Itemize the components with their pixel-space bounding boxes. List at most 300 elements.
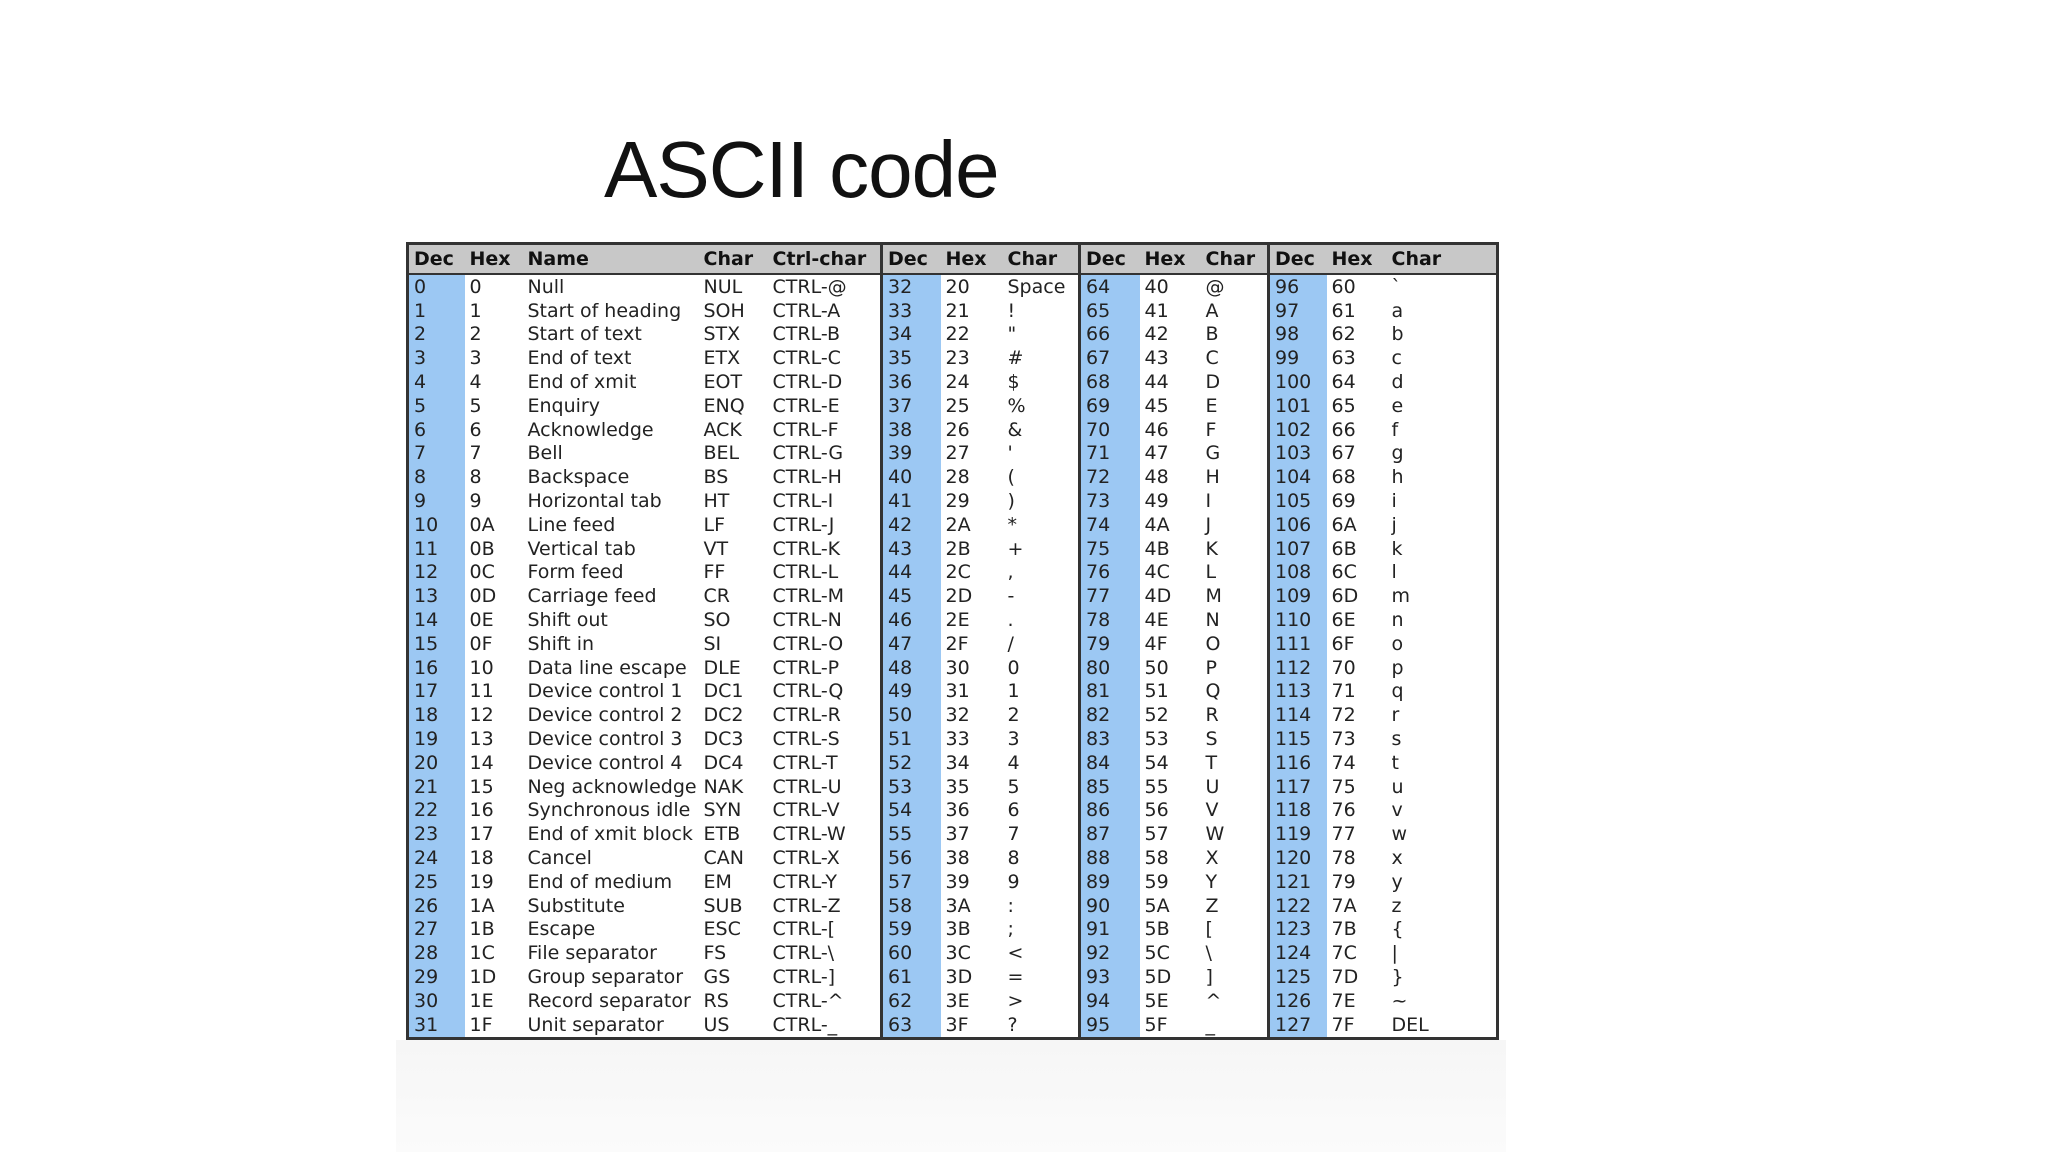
table-header	[408, 244, 1498, 275]
cell-hex: 6E	[1331, 609, 1356, 632]
cell-dec: 0	[408, 274, 465, 299]
cell-char: SYN	[703, 799, 742, 822]
cell-dec: 125	[1269, 965, 1327, 989]
cell-char: u	[1391, 775, 1404, 798]
cell-char: d	[1391, 371, 1404, 394]
cell-hex: 34	[945, 751, 970, 774]
cell-dec: 96	[1269, 274, 1327, 299]
cell-hex: 18	[469, 847, 494, 870]
cell-dec: 126	[1269, 989, 1327, 1013]
cell-hex: 2E	[945, 609, 970, 632]
cell-hex: 2	[469, 323, 482, 346]
table-row	[408, 751, 1498, 775]
cell-dec: 34	[882, 323, 941, 347]
cell-char: ]	[1205, 966, 1213, 988]
table-row	[408, 323, 1498, 347]
cell-char: S	[1205, 728, 1218, 751]
cell-dec: 13	[408, 584, 465, 608]
cell-hex: 6A	[1331, 513, 1357, 536]
cell-hex: 76	[1331, 799, 1356, 822]
header-char: Char	[1003, 244, 1080, 275]
cell-char: .	[1007, 609, 1014, 632]
cell-char: F	[1205, 418, 1217, 441]
cell-name: Horizontal tab	[527, 490, 662, 513]
cell-dec: 83	[1080, 727, 1140, 751]
cell-name: Escape	[527, 918, 596, 941]
cell-hex: 61	[1331, 299, 1356, 322]
cell-hex: 41	[1144, 299, 1169, 322]
cell-char: FF	[703, 561, 726, 584]
cell-char: )	[1007, 490, 1015, 513]
cell-name: Shift out	[527, 609, 608, 632]
cell-char: DC4	[703, 751, 744, 774]
cell-name: Line feed	[527, 513, 616, 536]
cell-dec: 101	[1269, 394, 1327, 418]
cell-hex: 1A	[469, 894, 495, 917]
cell-char: -	[1007, 585, 1015, 608]
table-row	[408, 680, 1498, 704]
cell-ctrl-char: CTRL-Z	[772, 894, 841, 917]
cell-char: 3	[1007, 728, 1020, 751]
cell-ctrl-char: CTRL-I	[772, 490, 834, 513]
cell-hex: 0	[469, 275, 482, 298]
cell-dec: 66	[1080, 323, 1140, 347]
cell-char: |	[1391, 942, 1398, 965]
cell-hex: 11	[469, 680, 494, 703]
cell-hex: 19	[469, 870, 494, 893]
cell-hex: 53	[1144, 728, 1169, 751]
cell-char: r	[1391, 704, 1400, 727]
cell-hex: 20	[945, 275, 970, 298]
cell-hex: 56	[1144, 799, 1169, 822]
cell-char: V	[1205, 799, 1219, 822]
cell-char: P	[1205, 656, 1217, 679]
cell-name: Form feed	[527, 561, 624, 584]
cell-hex: 7	[469, 442, 482, 465]
cell-dec: 67	[1080, 346, 1140, 370]
cell-hex: 13	[469, 728, 494, 751]
cell-ctrl-char: CTRL-@	[772, 275, 847, 298]
cell-dec: 63	[882, 1013, 941, 1038]
cell-char: <	[1007, 942, 1024, 965]
cell-ctrl-char: CTRL-K	[772, 537, 841, 560]
cell-hex: 4A	[1144, 513, 1170, 536]
cell-dec: 33	[882, 299, 941, 323]
cell-dec: 43	[882, 537, 941, 561]
cell-hex: 38	[945, 847, 970, 870]
table-row	[408, 894, 1498, 918]
cell-char: f	[1391, 418, 1399, 441]
cell-char: s	[1391, 728, 1402, 751]
cell-char: 7	[1007, 823, 1020, 846]
cell-name: End of text	[527, 347, 632, 370]
cell-ctrl-char: CTRL-G	[772, 442, 844, 465]
cell-hex: 0D	[469, 585, 497, 608]
cell-dec: 17	[408, 680, 465, 704]
cell-ctrl-char: CTRL-S	[772, 728, 840, 751]
cell-dec: 59	[882, 918, 941, 942]
cell-hex: 1F	[469, 1013, 493, 1036]
cell-char: O	[1205, 632, 1221, 655]
cell-char: 4	[1007, 751, 1020, 774]
table-row	[408, 918, 1498, 942]
cell-hex: 3D	[945, 966, 973, 988]
cell-char: ,	[1007, 561, 1014, 584]
cell-name: Start of text	[527, 323, 642, 346]
cell-char: C	[1205, 347, 1219, 370]
cell-dec: 100	[1269, 370, 1327, 394]
cell-hex: 78	[1331, 847, 1356, 870]
cell-char: SI	[703, 632, 722, 655]
cell-hex: 7D	[1331, 966, 1359, 988]
cell-char: DEL	[1391, 1013, 1429, 1036]
cell-dec: 82	[1080, 703, 1140, 727]
cell-char: j	[1391, 513, 1397, 536]
cell-char: 6	[1007, 799, 1020, 822]
cell-hex: 3B	[945, 918, 971, 941]
cell-dec: 15	[408, 632, 465, 656]
cell-dec: 104	[1269, 465, 1327, 489]
header-hex: Hex	[465, 244, 523, 275]
cell-dec: 111	[1269, 632, 1327, 656]
cell-dec: 39	[882, 442, 941, 466]
cell-dec: 54	[882, 799, 941, 823]
cell-hex: 5D	[1144, 966, 1172, 988]
cell-char: ?	[1007, 1013, 1018, 1036]
table-row	[408, 703, 1498, 727]
table-row	[408, 513, 1498, 537]
cell-dec: 24	[408, 846, 465, 870]
cell-hex: 35	[945, 775, 970, 798]
cell-dec: 112	[1269, 656, 1327, 680]
cell-name: Null	[527, 275, 565, 298]
cell-char: BS	[703, 466, 729, 489]
cell-char: 1	[1007, 680, 1020, 703]
cell-char: g	[1391, 442, 1404, 465]
cell-hex: 22	[945, 323, 970, 346]
cell-dec: 10	[408, 513, 465, 537]
cell-hex: 75	[1331, 775, 1356, 798]
cell-char: EM	[703, 870, 732, 893]
cell-char: DC3	[703, 728, 744, 751]
cell-dec: 95	[1080, 1013, 1140, 1038]
cell-dec: 90	[1080, 894, 1140, 918]
cell-hex: 5A	[1144, 894, 1170, 917]
cell-hex: 4D	[1144, 585, 1172, 608]
table-row	[408, 989, 1498, 1013]
ascii-table	[406, 242, 1499, 1040]
cell-hex: 60	[1331, 275, 1356, 298]
cell-name: Device control 4	[527, 751, 683, 774]
cell-dec: 58	[882, 894, 941, 918]
cell-hex: 0A	[469, 513, 495, 536]
cell-name: Substitute	[527, 894, 625, 917]
cell-hex: 7F	[1331, 1013, 1355, 1036]
cell-hex: 7C	[1331, 942, 1357, 965]
cell-hex: 55	[1144, 775, 1169, 798]
cell-dec: 94	[1080, 989, 1140, 1013]
cell-char: T	[1205, 751, 1218, 774]
cell-char: h	[1391, 466, 1404, 489]
cell-hex: 5	[469, 394, 482, 417]
cell-hex: 42	[1144, 323, 1169, 346]
cell-dec: 108	[1269, 561, 1327, 585]
cell-dec: 79	[1080, 632, 1140, 656]
cell-hex: 4F	[1144, 632, 1168, 655]
cell-hex: 74	[1331, 751, 1356, 774]
cell-dec: 5	[408, 394, 465, 418]
cell-hex: 2C	[945, 561, 971, 584]
cell-dec: 35	[882, 346, 941, 370]
cell-dec: 105	[1269, 489, 1327, 513]
cell-dec: 77	[1080, 584, 1140, 608]
cell-char: q	[1391, 680, 1404, 703]
cell-char: z	[1391, 894, 1402, 917]
cell-hex: 5C	[1144, 942, 1170, 965]
cell-dec: 93	[1080, 965, 1140, 989]
cell-char: :	[1007, 894, 1014, 917]
header-hex: Hex	[1140, 244, 1201, 275]
cell-char: US	[703, 1013, 730, 1036]
cell-hex: 50	[1144, 656, 1169, 679]
cell-hex: 3E	[945, 989, 970, 1012]
cell-hex: 1E	[469, 989, 494, 1012]
cell-dec: 55	[882, 822, 941, 846]
cell-dec: 27	[408, 918, 465, 942]
cell-dec: 89	[1080, 870, 1140, 894]
cell-hex: 2A	[945, 513, 971, 536]
cell-dec: 46	[882, 608, 941, 632]
table-row	[408, 346, 1498, 370]
cell-char: Z	[1205, 894, 1219, 917]
cell-hex: 6F	[1331, 632, 1355, 655]
cell-char: 8	[1007, 847, 1020, 870]
cell-char: EOT	[703, 371, 743, 394]
cell-hex: 0F	[469, 632, 493, 655]
cell-char: 0	[1007, 656, 1020, 679]
cell-hex: 7A	[1331, 894, 1357, 917]
cell-dec: 73	[1080, 489, 1140, 513]
cell-hex: 27	[945, 442, 970, 465]
table-row	[408, 370, 1498, 394]
cell-dec: 9	[408, 489, 465, 513]
cell-dec: 23	[408, 822, 465, 846]
cell-char: `	[1391, 275, 1401, 298]
cell-hex: 1B	[469, 918, 495, 941]
cell-dec: 47	[882, 632, 941, 656]
cell-dec: 29	[408, 965, 465, 989]
cell-dec: 31	[408, 1013, 465, 1038]
cell-char: e	[1391, 394, 1404, 417]
cell-char: }	[1391, 966, 1404, 988]
cell-char: =	[1007, 966, 1024, 988]
background-fade	[396, 1040, 1506, 1152]
cell-dec: 42	[882, 513, 941, 537]
cell-dec: 51	[882, 727, 941, 751]
cell-dec: 11	[408, 537, 465, 561]
cell-ctrl-char: CTRL-N	[772, 609, 842, 632]
cell-name: Synchronous idle	[527, 799, 691, 822]
cell-hex: 1	[469, 299, 482, 322]
table-row	[408, 442, 1498, 466]
cell-dec: 120	[1269, 846, 1327, 870]
table-row	[408, 418, 1498, 442]
cell-char: t	[1391, 751, 1399, 774]
cell-dec: 106	[1269, 513, 1327, 537]
cell-dec: 4	[408, 370, 465, 394]
cell-hex: 14	[469, 751, 494, 774]
cell-hex: 16	[469, 799, 494, 822]
cell-ctrl-char: CTRL-R	[772, 704, 841, 727]
cell-dec: 91	[1080, 918, 1140, 942]
cell-char: SUB	[703, 894, 743, 917]
cell-char: a	[1391, 299, 1404, 322]
cell-char: &	[1007, 418, 1023, 441]
cell-dec: 115	[1269, 727, 1327, 751]
cell-hex: 3F	[945, 1013, 969, 1036]
cell-dec: 45	[882, 584, 941, 608]
cell-hex: 4C	[1144, 561, 1170, 584]
table-row	[408, 965, 1498, 989]
cell-dec: 60	[882, 941, 941, 965]
cell-dec: 52	[882, 751, 941, 775]
cell-hex: 40	[1144, 275, 1169, 298]
cell-name: Carriage feed	[527, 585, 657, 608]
cell-char: L	[1205, 561, 1217, 584]
cell-char: ;	[1007, 918, 1014, 941]
cell-dec: 7	[408, 442, 465, 466]
cell-hex: 1C	[469, 942, 495, 965]
cell-name: End of medium	[527, 870, 673, 893]
cell-char: H	[1205, 466, 1220, 489]
header-hex: Hex	[941, 244, 1003, 275]
cell-name: Enquiry	[527, 394, 600, 417]
cell-dec: 16	[408, 656, 465, 680]
cell-hex: 1D	[469, 966, 497, 988]
cell-hex: 44	[1144, 371, 1169, 394]
table-row	[408, 727, 1498, 751]
cell-hex: 3A	[945, 894, 971, 917]
cell-char: CAN	[703, 847, 744, 870]
cell-dec: 116	[1269, 751, 1327, 775]
cell-char: RS	[703, 989, 729, 1012]
cell-dec: 75	[1080, 537, 1140, 561]
table-row	[408, 941, 1498, 965]
cell-dec: 127	[1269, 1013, 1327, 1038]
cell-char: n	[1391, 609, 1404, 632]
cell-hex: 3	[469, 347, 482, 370]
cell-hex: 72	[1331, 704, 1356, 727]
cell-dec: 6	[408, 418, 465, 442]
cell-hex: 52	[1144, 704, 1169, 727]
header-name: Name	[523, 244, 699, 275]
cell-hex: 17	[469, 823, 494, 846]
cell-char: FS	[703, 942, 727, 965]
cell-hex: 0B	[469, 537, 495, 560]
cell-char: /	[1007, 632, 1014, 655]
cell-char: ETX	[703, 347, 741, 370]
cell-dec: 61	[882, 965, 941, 989]
cell-char: B	[1205, 323, 1219, 346]
cell-hex: 0C	[469, 561, 495, 584]
cell-dec: 78	[1080, 608, 1140, 632]
cell-hex: 5B	[1144, 918, 1170, 941]
cell-dec: 98	[1269, 323, 1327, 347]
table-row	[408, 299, 1498, 323]
cell-ctrl-char: CTRL-A	[772, 299, 841, 322]
header-hex: Hex	[1327, 244, 1387, 275]
cell-dec: 37	[882, 394, 941, 418]
cell-dec: 74	[1080, 513, 1140, 537]
cell-char: o	[1391, 632, 1404, 655]
cell-hex: 36	[945, 799, 970, 822]
cell-char: ^	[1205, 989, 1222, 1012]
cell-char: D	[1205, 371, 1221, 394]
cell-hex: 62	[1331, 323, 1356, 346]
cell-hex: 45	[1144, 394, 1169, 417]
cell-dec: 53	[882, 775, 941, 799]
cell-name: Bell	[527, 442, 563, 465]
cell-char: i	[1391, 490, 1397, 513]
cell-char: !	[1007, 299, 1016, 322]
cell-char: DC1	[703, 680, 744, 703]
cell-char: *	[1007, 513, 1017, 536]
header-char: Char	[699, 244, 768, 275]
header-row	[408, 244, 1498, 275]
cell-name: Device control 2	[527, 704, 683, 727]
cell-dec: 118	[1269, 799, 1327, 823]
cell-dec: 72	[1080, 465, 1140, 489]
cell-hex: 29	[945, 490, 970, 513]
cell-dec: 92	[1080, 941, 1140, 965]
cell-hex: 67	[1331, 442, 1356, 465]
table-row	[408, 537, 1498, 561]
cell-hex: 2B	[945, 537, 971, 560]
cell-hex: 7E	[1331, 989, 1356, 1012]
cell-hex: 43	[1144, 347, 1169, 370]
cell-dec: 3	[408, 346, 465, 370]
cell-dec: 26	[408, 894, 465, 918]
cell-name: Data line escape	[527, 656, 687, 679]
header-char: Char	[1201, 244, 1269, 275]
cell-dec: 107	[1269, 537, 1327, 561]
table-body	[408, 274, 1498, 1038]
cell-dec: 99	[1269, 346, 1327, 370]
cell-char: c	[1391, 347, 1402, 370]
cell-hex: 6B	[1331, 537, 1357, 560]
cell-char: >	[1007, 989, 1024, 1012]
cell-ctrl-char: CTRL-Q	[772, 680, 844, 703]
cell-char: W	[1205, 823, 1225, 846]
cell-dec: 22	[408, 799, 465, 823]
cell-dec: 25	[408, 870, 465, 894]
cell-dec: 76	[1080, 561, 1140, 585]
cell-dec: 14	[408, 608, 465, 632]
table-row	[408, 608, 1498, 632]
cell-dec: 103	[1269, 442, 1327, 466]
cell-char: %	[1007, 394, 1026, 417]
cell-char: A	[1205, 299, 1219, 322]
table-row	[408, 870, 1498, 894]
cell-dec: 102	[1269, 418, 1327, 442]
cell-hex: 12	[469, 704, 494, 727]
cell-hex: 79	[1331, 870, 1356, 893]
cell-ctrl-char: CTRL-Y	[772, 870, 838, 893]
cell-char: x	[1391, 847, 1403, 870]
cell-dec: 113	[1269, 680, 1327, 704]
cell-dec: 32	[882, 274, 941, 299]
cell-char: +	[1007, 537, 1024, 560]
